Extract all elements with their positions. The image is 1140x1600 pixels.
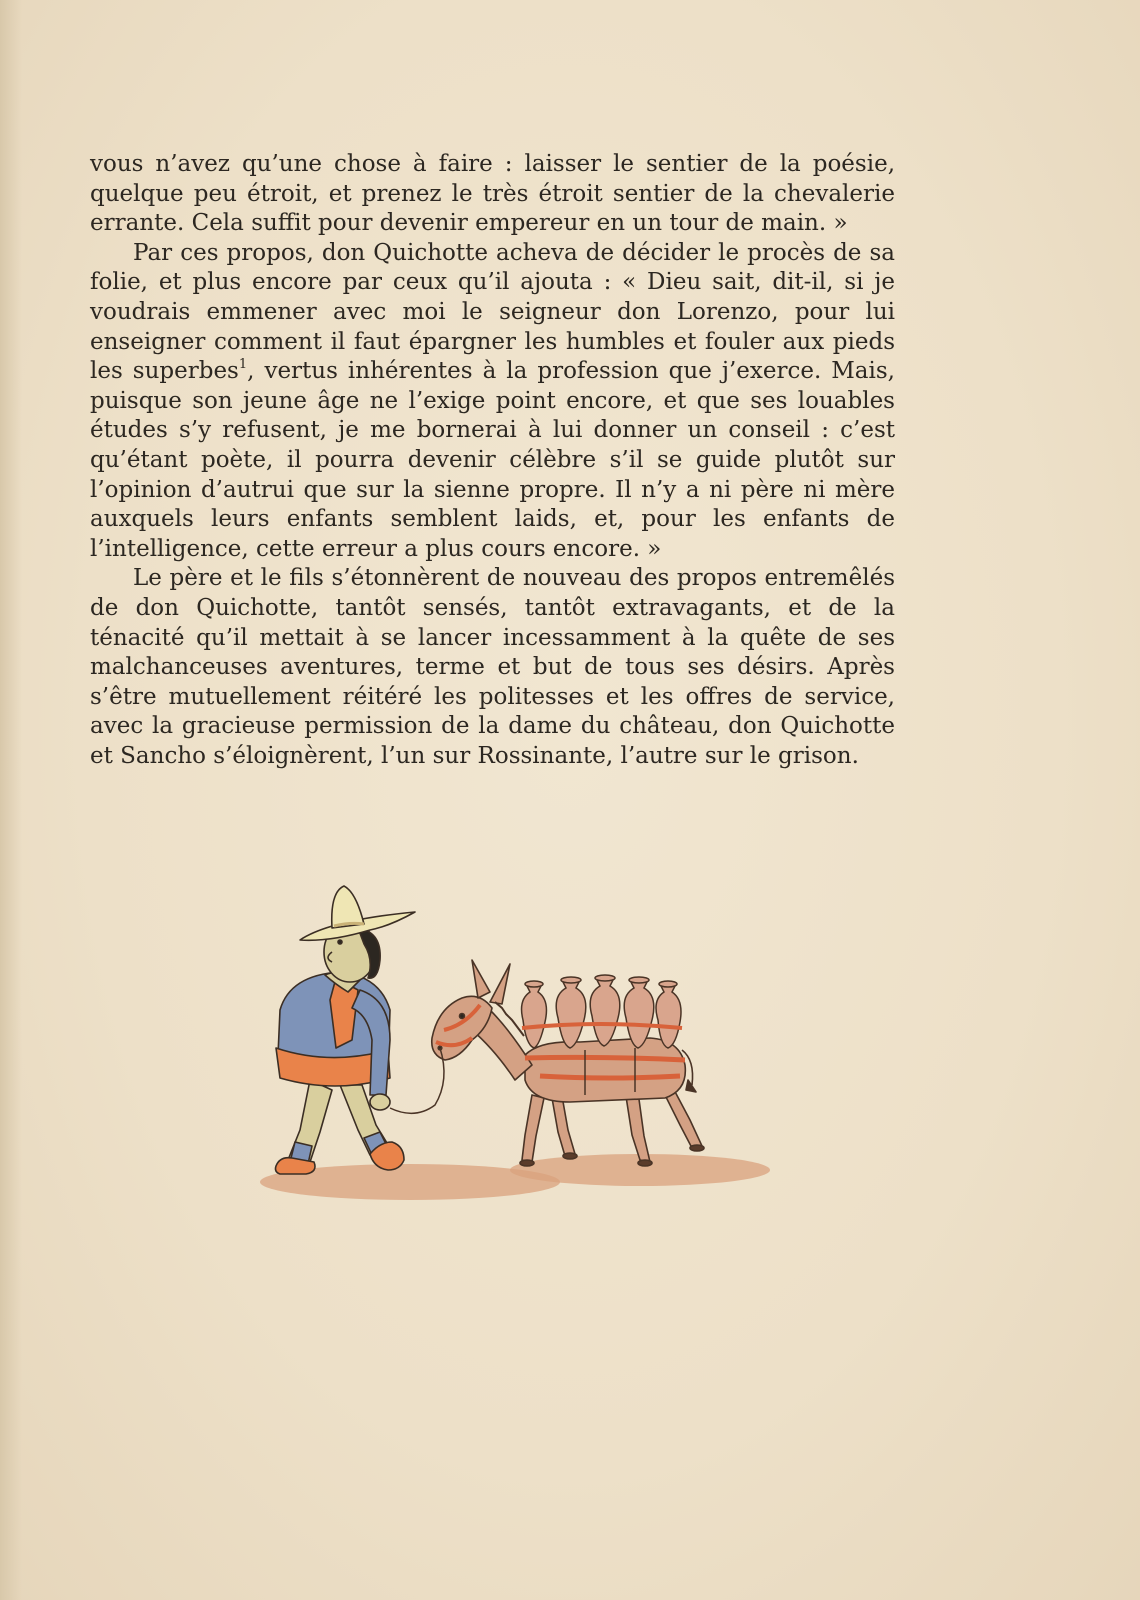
paragraph-1 <box>90 150 895 239</box>
paragraph-2-text-start: Par ces propos, don Quichotte acheva de décider le procès de sa folie, et plus encore par ceux qu’il ajouta : « Dieu sait, dit-il, si je voudrais emmener avec moi le seigneur don Lorenzo, pour lui enseigner comment il faut épargner les humbles et fouler aux pieds les superbes <box>90 239 895 385</box>
paragraph-1-text: vous n’avez qu’une chose à faire : laisser le sentier de la poésie, quelque peu étroit, et prenez le très étroit sentier de la chevalerie errante. Cela suffit pour devenir empereur en un tour de main. » <box>90 151 895 237</box>
paragraph-2-text-end: , vertus inhérentes à la profession que j’exerce. Mais, puisque son jeune âge ne l’exige point encore, et que ses louables études s’y refusent, je me bornerai à lui donner un conseil : c’est qu’étant poète, il pourra devenir célèbre s’il se guide plutôt sur l’opinion d’autrui que sur la sienne propre. Il n’y a ni père ni mère auxquels leurs enfants semblent laids, et, pour les enfants de l’intelligence, cette erreur a plus cours encore. » <box>90 358 895 562</box>
spine-shadow <box>0 0 22 1600</box>
clay-jars <box>522 975 682 1048</box>
paragraph-2 <box>90 239 895 565</box>
body-text <box>90 150 895 771</box>
ground-shadow <box>260 1154 770 1200</box>
paragraph-3-text: Le père et le fils s’étonnèrent de nouveau des propos entremêlés de don Quichotte, tantôt sensés, tantôt extravagants, et de la ténacité qu’il mettait à se lancer incessamment à la quête de ses malchanceuses aventures, terme et but de tous ses désirs. Après s’être mutuellement réitéré les politesses et les offres de service, avec la gracieuse permission de la dame du château, don Quichotte et Sancho s’éloignèrent, l’un sur Rossinante, l’autre sur le grison. <box>90 565 895 769</box>
lead-rope <box>390 1048 444 1113</box>
sancho-figure <box>276 886 416 1174</box>
illustration-sancho-and-donkey <box>240 880 780 1220</box>
paragraph-3 <box>90 564 895 771</box>
footnote-marker: 1 <box>238 357 248 373</box>
